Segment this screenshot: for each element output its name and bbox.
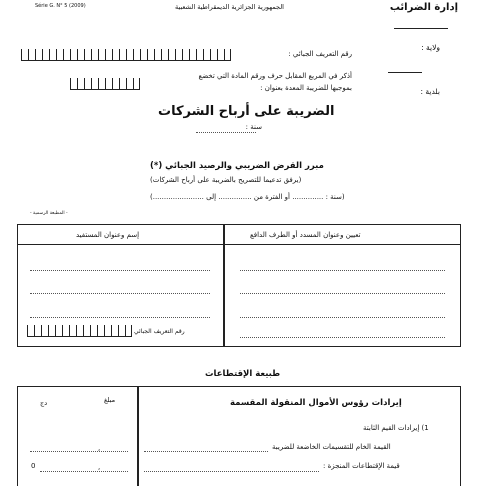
instruction-line-2: بموجبها للضريبة المعدة بعنوان : xyxy=(260,84,352,92)
gross-value-field[interactable] xyxy=(144,451,268,452)
form-code: Série G. N° 5 (2009) xyxy=(35,3,86,9)
nature-heading: طبيعة الإقتطاعات xyxy=(205,369,281,379)
row-gross-value: القيمة الخام للتقسيمات الخاضعة للضريبة xyxy=(272,443,391,451)
beneficiary-fiscal-id-boxes[interactable] xyxy=(27,325,132,337)
attach-note: (يرفق تدعيما للتصريح بالضريبة على أرباح الشركات) xyxy=(150,176,302,184)
withholdings-amount[interactable] xyxy=(40,471,128,472)
row-fixed-income: 1) إيرادات القيم الثابتة xyxy=(363,424,429,432)
main-title: الضريبة على أرباح الشركات xyxy=(158,104,335,119)
comma-mark: , xyxy=(98,444,101,452)
year-label: سنة : xyxy=(245,123,262,131)
republic-heading: الجمهورية الجزائرية الديمقراطية الشعبية xyxy=(175,3,284,11)
payer-beneficiary-table xyxy=(17,224,461,347)
beneficiary-line[interactable] xyxy=(30,293,210,294)
fiscal-id-boxes[interactable] xyxy=(21,49,231,61)
column-beneficiary-header: إسم وعنوان المستفيد xyxy=(76,231,140,239)
revenue-title: إيرادات رؤوس الأموال المنقولة المقسمة xyxy=(230,398,402,408)
beneficiary-line[interactable] xyxy=(30,270,210,271)
payer-line[interactable] xyxy=(240,337,445,338)
gross-value-amount[interactable] xyxy=(30,451,128,452)
year-field[interactable] xyxy=(196,132,256,133)
commune-label: بلدية : xyxy=(420,87,440,96)
revenue-table xyxy=(17,386,461,486)
wilaya-line xyxy=(388,72,422,73)
fiscal-id-label: رقم التعريف الجبائي : xyxy=(288,50,352,58)
period-line: (سنة : .............. أو الفترة من ............... إلى .......................) xyxy=(150,193,345,201)
amount-label: مبلغ xyxy=(104,396,116,404)
withholdings-field[interactable] xyxy=(144,471,319,472)
admin-line xyxy=(394,28,448,29)
payer-line[interactable] xyxy=(240,293,445,294)
beneficiary-line[interactable] xyxy=(30,317,210,318)
column-payer-header: تعيين وعنوان المسدد أو الطرف الدافع xyxy=(250,231,361,239)
instruction-line-1: أذكر في المربع المقابل حرف ورقم المادة التي تخضع xyxy=(198,72,352,80)
official-stamp: - المطبعة الرسمية - xyxy=(30,211,68,216)
row-withholdings: قيمة الإقتطاعات المنجزة : xyxy=(323,462,400,470)
admin-title: إدارة الضرائب xyxy=(389,2,458,13)
article-boxes[interactable] xyxy=(70,78,140,90)
payer-line[interactable] xyxy=(240,317,445,318)
subtitle: مبرر القرض الضريبي والرصيد الجبائي (*) xyxy=(150,161,324,171)
comma-mark: , xyxy=(98,463,101,471)
wilaya-label: ولاية : xyxy=(421,43,440,52)
payer-line[interactable] xyxy=(240,270,445,271)
revenue-divider xyxy=(137,387,139,486)
withholdings-zero: 0 xyxy=(31,462,36,470)
table-header-line xyxy=(18,244,460,245)
beneficiary-fiscal-id-label: رقم التعريف الجبائي xyxy=(134,328,185,335)
currency-label: دج xyxy=(40,399,48,407)
